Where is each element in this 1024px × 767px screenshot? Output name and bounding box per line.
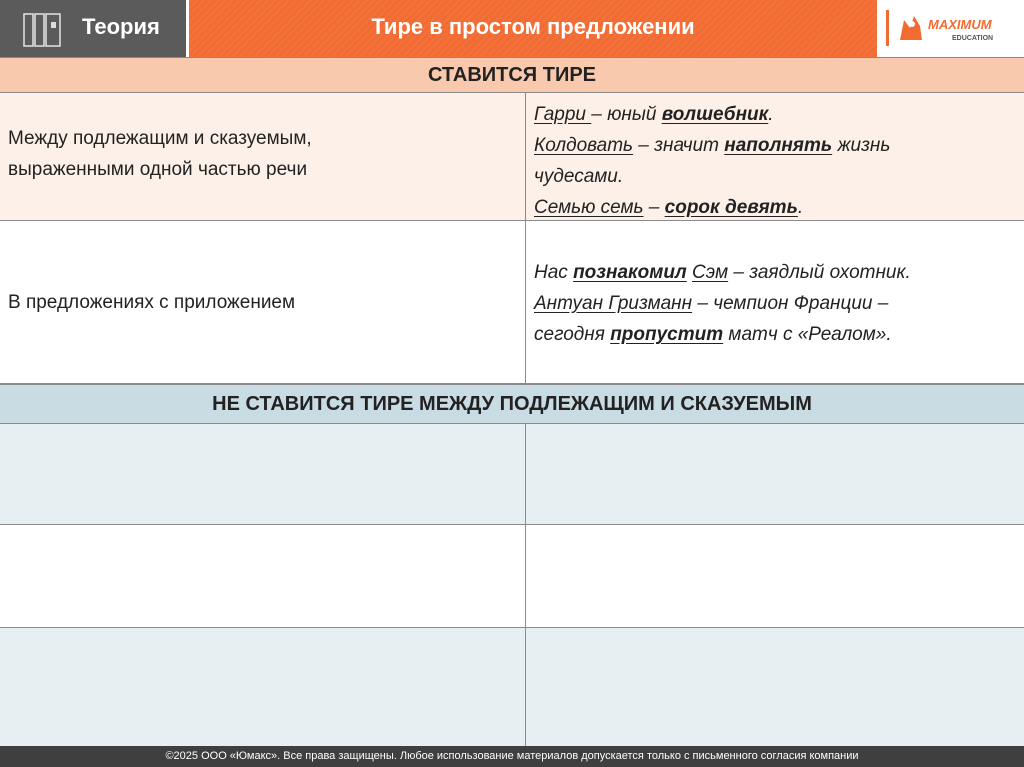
column-divider [525,424,526,746]
rule-line: Между подлежащим и сказуемым, [8,128,312,149]
examples-text [534,257,911,350]
rule-text: В предложениях с приложением [8,292,296,313]
table-row [0,525,1024,628]
maximum-logo-icon [886,6,1018,50]
section-label: Теория [82,14,160,39]
footer-copyright: ©2025 ООО «Юмакс». Все права защищены. Любое использование материалов допускается только с письменного согласия компании [0,746,1024,767]
section-tab [0,0,186,57]
rule-text [8,123,312,185]
example-line: чудесами. [534,166,624,187]
examples-text [534,99,890,223]
example-line: Семью семь – сорок девять. [534,197,804,218]
table-row [0,628,1024,746]
table-row [0,424,1024,525]
column-divider [525,93,526,384]
band-no-dash: НЕ СТАВИТСЯ ТИРЕ МЕЖДУ ПОДЛЕЖАЩИМ И СКАЗУЕМЫМ [0,384,1024,424]
rule-line: выраженными одной частью речи [8,159,308,180]
logo-text: MAXIMUM [928,17,992,32]
title-bar [189,0,877,57]
example-line: Колдовать – значит наполнять жизнь [534,135,891,156]
table-row [0,221,1024,384]
example-line: Гарри – юный волшебник. [534,104,774,125]
table-row [0,93,1024,221]
example-line: Антуан Гризманн – чемпион Франции – [534,293,889,314]
logo-area [880,0,1024,57]
band-dash: СТАВИТСЯ ТИРЕ [0,57,1024,93]
logo-subtext: EDUCATION [952,35,994,42]
header-bar [0,0,1024,57]
example-line: сегодня пропустит матч с «Реалом». [534,324,892,345]
book-icon [22,10,64,50]
page-title: Тире в простом предложении [371,14,695,39]
example-line: Нас познакомил Сэм – заядлый охотник. [534,262,911,283]
